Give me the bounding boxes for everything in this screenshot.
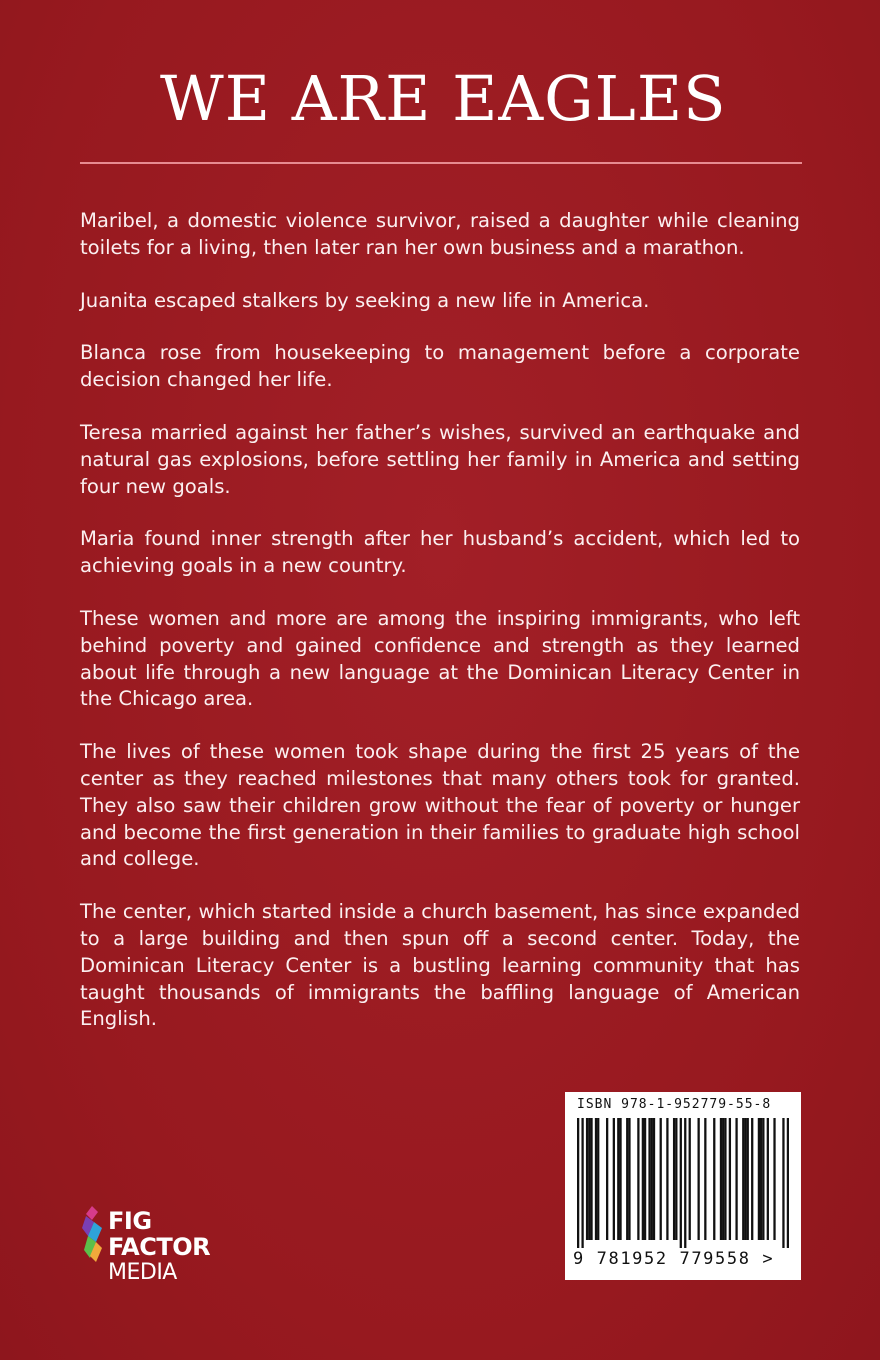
title-divider [80,162,802,164]
barcode-bar [660,1118,662,1240]
barcode-bar [586,1118,588,1240]
blurb-paragraph: Juanita escaped stalkers by seeking a new life in America. [80,288,650,312]
barcode-bar [637,1118,639,1240]
blurb-paragraph: Blanca rose from housekeeping to management before a corporate decision changed her life. [80,341,800,392]
barcode-bar [581,1118,583,1248]
blurb-paragraph: Maribel, a domestic violence survivor, raised a daughter while cleaning toilets for a living, then later ran her own business and a marathon. [80,209,800,259]
barcode-bar [689,1118,691,1240]
barcode-bar [760,1118,762,1240]
blurb-paragraph: These women and more are among the inspiring immigrants, who left behind poverty and gained confidence and strength as they learned about life through a new language at the Dominican Literacy Center in the Chicago area. [80,606,800,711]
barcode-bar [684,1118,686,1248]
barcode-bar [666,1118,668,1240]
barcode-bar [704,1118,706,1240]
book-title: WE ARE EAGLES [160,62,727,135]
blurb-paragraph: Teresa married against her father’s wishes, survived an earthquake and natural gas explosions, before settling her family in America and setting four new goals. [80,420,800,498]
barcode-bar [742,1118,744,1240]
isbn-barcode [565,1092,801,1280]
barcode-digits: 9 781952 779558 > [573,1249,775,1269]
barcode-bar [735,1118,737,1240]
barcode-bar [762,1118,764,1240]
barcode-bar [642,1118,644,1240]
publisher-name-line3: MEDIA [108,1260,177,1285]
barcode-bar [648,1118,650,1240]
publisher-name-line1: FIG [108,1207,152,1235]
barcode-bar [628,1118,630,1240]
barcode-bars [577,1118,789,1248]
barcode-bar [767,1118,769,1240]
barcode-bar [680,1118,682,1248]
barcode-bar [651,1118,653,1240]
publisher-logo [82,1206,222,1286]
barcode-bar [597,1118,599,1240]
blurb-paragraph: Maria found inner strength after her husband’s accident, which led to achieving goals in a new country. [80,527,800,578]
barcode-bar [626,1118,628,1240]
barcode-bar [613,1118,615,1240]
blurb-paragraph: The lives of these women took shape during the first 25 years of the center as they reached milestones that many others took for granted. They also saw their children grow without the fear of poverty or hunger and become the first generation in their families to graduate high school and college. [80,740,800,871]
blurb-paragraph: The center, which started inside a church basement, has since expanded to a large building and then spun off a second center. Today, the Dominican Literacy Center is a bustling learning community that has taught thousands of immigrants the baffling language of American English. [80,900,800,1031]
barcode-bar [720,1118,722,1240]
barcode-bar [724,1118,726,1240]
barcode-bar [782,1118,784,1248]
blurb [80,208,800,1059]
barcode-bar [729,1118,731,1240]
barcode-bar [606,1118,608,1240]
barcode-bar [675,1118,677,1240]
barcode-bar [644,1118,646,1240]
barcode-bar [673,1118,675,1240]
barcode-bar [698,1118,700,1240]
publisher-name-line2: FACTOR [108,1233,211,1261]
barcode-bar [758,1118,760,1240]
barcode-bar [590,1118,592,1240]
barcode-bar [653,1118,655,1240]
barcode-bar [722,1118,724,1240]
barcode-bar [617,1118,619,1240]
barcode-bar [744,1118,746,1240]
barcode-bar [577,1118,579,1248]
isbn-label: ISBN 978-1-952779-55-8 [577,1097,772,1112]
barcode-bar [595,1118,597,1240]
barcode-bar [588,1118,590,1240]
fig-factor-logo-icon [82,1206,104,1266]
barcode-bar [713,1118,715,1240]
barcode-bar [751,1118,753,1240]
barcode-bar [619,1118,621,1240]
barcode-bar [787,1118,789,1248]
barcode-bar [773,1118,775,1240]
barcode-bar [747,1118,749,1240]
